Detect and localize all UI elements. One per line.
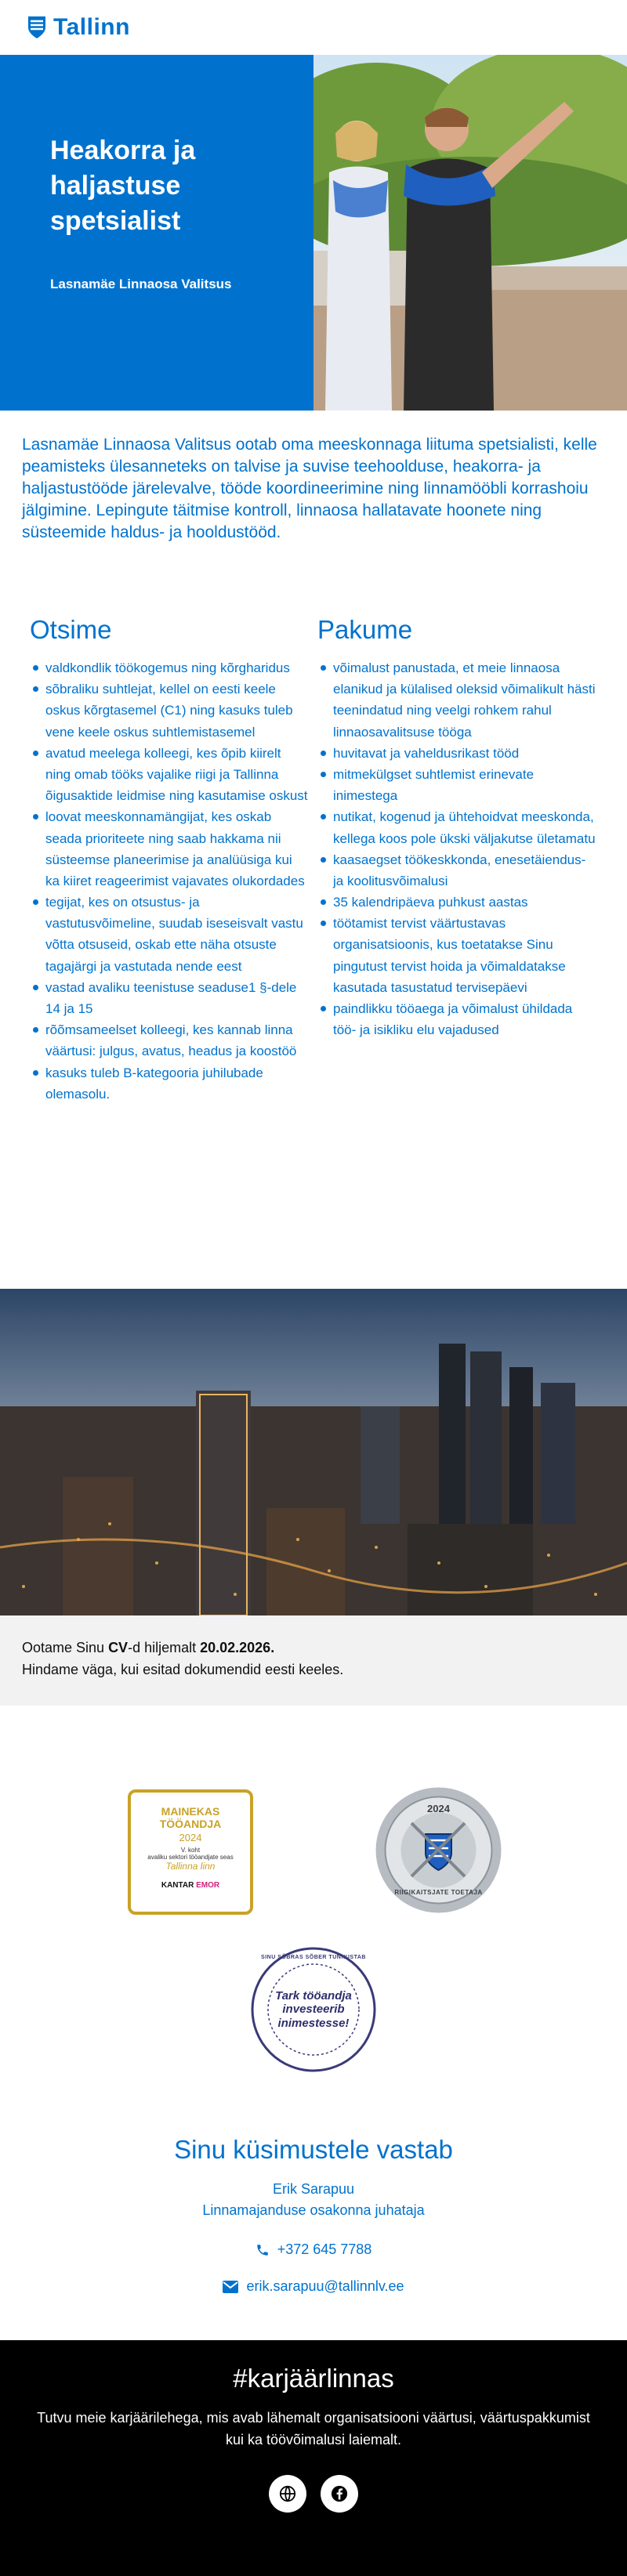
list-item: 35 kalendripäeva puhkust aastas (317, 892, 605, 913)
list-item: loovat meeskonnamängijat, kes oskab seada prioriteete ning saab hakkama nii süsteemse planeerimise ja analüüsiga kui ka kiiret reageerimist vajavates olukordades (30, 806, 317, 892)
contact-phone[interactable] (0, 2241, 627, 2258)
contact-email[interactable] (0, 2278, 627, 2295)
contact-name: Erik Sarapuu (272, 2181, 355, 2197)
job-intro: Lasnamäe Linnaosa Valitsus ootab oma meeskonnaga liituma spetsialisti, kelle peamisteks ülesanneteks on talvise ja suvise teehoolduse, heakorra- ja haljastustööde järelevalve, tööde koordineerimine ning linnamööbli korrashoiu jälgimine. Lepingute täitmise kontroll, linnaosa hallatavate hoonete ning süsteemide haldus- ja hooldustööd. (22, 436, 597, 541)
emor-badge-rank: V. koht (180, 1847, 201, 1854)
otsime-title: Otsime (30, 615, 112, 644)
family-badge-line2: investeerib (282, 2003, 345, 2017)
defence-badge-year: 2024 (427, 1803, 450, 1814)
city-photo (0, 1289, 627, 1615)
email-icon (223, 2281, 238, 2293)
family-badge-slogan (251, 1989, 376, 2030)
pakume-section (317, 615, 605, 1289)
list-item: sõbraliku suhtlejat, kellel on eesti keele oskus kõrgtasemel (C1) ning kasuks tuleb vene keele oskus suhtlemistasemel (30, 678, 317, 743)
contact-section (0, 2135, 627, 2340)
list-item: tegijat, kes on otsustus- ja vastutusvõimeline, suudab iseseisvalt vastu võtta otsuseid, oskab ette näha otsuste tagajärgi ja vastutada nende eest (30, 892, 317, 977)
contact-person (0, 2179, 627, 2221)
cv-text-cv: CV (108, 1640, 129, 1655)
pakume-title: Pakume (317, 615, 413, 644)
list-item: nutikat, kogenud ja ühtehoidvat meeskonda, kellega koos pole ükski väljakutse ületamatu (317, 806, 605, 848)
defence-badge-text: RIIGIKAITSJATE TOETAJA (394, 1889, 483, 1896)
tallinn-crest-icon (27, 15, 47, 40)
tallinn-logo[interactable] (27, 14, 130, 41)
employer-awards (0, 1706, 627, 2135)
cv-text-pre: Ootame Sinu (22, 1640, 109, 1655)
facebook-link[interactable] (321, 2475, 358, 2513)
defence-supporter-badge (374, 1785, 503, 1915)
logo-text: Tallinn (53, 14, 130, 40)
list-item: rõõmsameelset kolleegi, kes kannab linna väärtusi: julgus, avatus, headus ja koostöö (30, 1019, 317, 1062)
emor-badge-year: 2024 (179, 1832, 202, 1843)
social-links (0, 2475, 627, 2513)
deadline-date: 20.02.2026. (200, 1640, 275, 1655)
otsime-list (30, 657, 317, 1105)
list-item: huvitavat ja vaheldusrikast tööd (317, 743, 605, 764)
contact-phone-text: +372 645 7788 (277, 2241, 372, 2257)
emor-badge-line2: TÖÖANDJA (159, 1818, 222, 1830)
cv-deadline (0, 1615, 627, 1706)
emor-badge-line1: MAINEKAS (161, 1805, 220, 1818)
job-title: Heakorra ja haljastuse spetsialist (50, 136, 196, 236)
requirements-and-offer (0, 570, 627, 1289)
pakume-list (317, 657, 605, 1040)
list-item: vastad avaliku teenistuse seaduse1 §-dele 14 ja 15 (30, 977, 317, 1019)
footer-title: #karjäärlinnas (233, 2364, 394, 2393)
city-skyline-illustration (0, 1289, 627, 1615)
cv-text-mid: -d hiljemalt (128, 1640, 201, 1655)
list-item: mitmekülgset suhtlemist erinevate inimestega (317, 764, 605, 806)
contact-email-text: erik.sarapuu@tallinnlv.ee (246, 2278, 404, 2294)
footer (0, 2340, 627, 2576)
kantar-emor-logo (131, 1881, 250, 1890)
family-badge-ring-text: SINU SÕBRAS SÕBER TUNNUSTAB (261, 1955, 366, 1960)
website-link[interactable] (269, 2475, 306, 2513)
list-item: avatud meelega kolleegi, kes õpib kiirelt ning omab tööks vajalike riigi ja Tallinna õigusaktide leidmise ning kasutamise oskust (30, 743, 317, 807)
kantar-text: KANTAR (161, 1881, 194, 1890)
cv-deadline-line (22, 1637, 605, 1659)
emor-badge-desc: avaliku sektori tööandjate seas (147, 1854, 234, 1861)
phone-icon (256, 2243, 270, 2257)
family-badge-line3: inimestesse! (277, 2016, 350, 2030)
list-item: kasuks tuleb B-kategooria juhilubade olemasolu. (30, 1062, 317, 1105)
hero-photo (314, 55, 627, 411)
family-badge-line1: Tark tööandja (275, 1989, 352, 2003)
footer-text: Tutvu meie karjäärilehega, mis avab lähemalt organisatsiooni väärtusi, väärtuspakkumist kui ka töövõimalusi laiemalt. (37, 2410, 590, 2448)
list-item: kaasaegset töökeskkonda, enesetäiendus- ja koolitusvõimalusi (317, 849, 605, 892)
emor-text: EMOR (196, 1881, 220, 1890)
hero (0, 55, 627, 411)
list-item: paindlikku tööaega ja võimalust ühildada töö- ja isikliku elu vajadused (317, 998, 605, 1040)
facebook-icon (331, 2485, 348, 2502)
emor-badge-org: Tallinna linn (165, 1861, 216, 1872)
hero-text-panel (0, 55, 314, 411)
hero-photo-illustration (314, 55, 627, 411)
contact-role: Linnamajanduse osakonna juhataja (202, 2202, 425, 2218)
otsime-section (30, 615, 317, 1289)
employer-name: Lasnamäe Linnaosa Valitsus (50, 276, 232, 291)
emor-award-badge (128, 1789, 253, 1915)
list-item: töötamist tervist väärtustavas organisatsioonis, kus toetatakse Sinu pingutust tervist hoida ja võimaldatakse kasutada tasustatud tervisepäevi (317, 913, 605, 998)
globe-icon (279, 2485, 296, 2502)
contact-title: Sinu küsimustele vastab (174, 2135, 453, 2164)
list-item: võimalust panustada, et meie linnaosa elanikud ja külalised oleksid võimalikult hästi teenindatud ning veelgi rohkem rahul linnaosavalitsuse tööga (317, 657, 605, 743)
list-item: valdkondlik töökogemus ning kõrgharidus (30, 657, 317, 678)
site-header (0, 0, 627, 55)
family-friendly-badge (251, 1947, 376, 2072)
cv-language-note: Hindame väga, kui esitad dokumendid eesti keeles. (22, 1661, 344, 1677)
